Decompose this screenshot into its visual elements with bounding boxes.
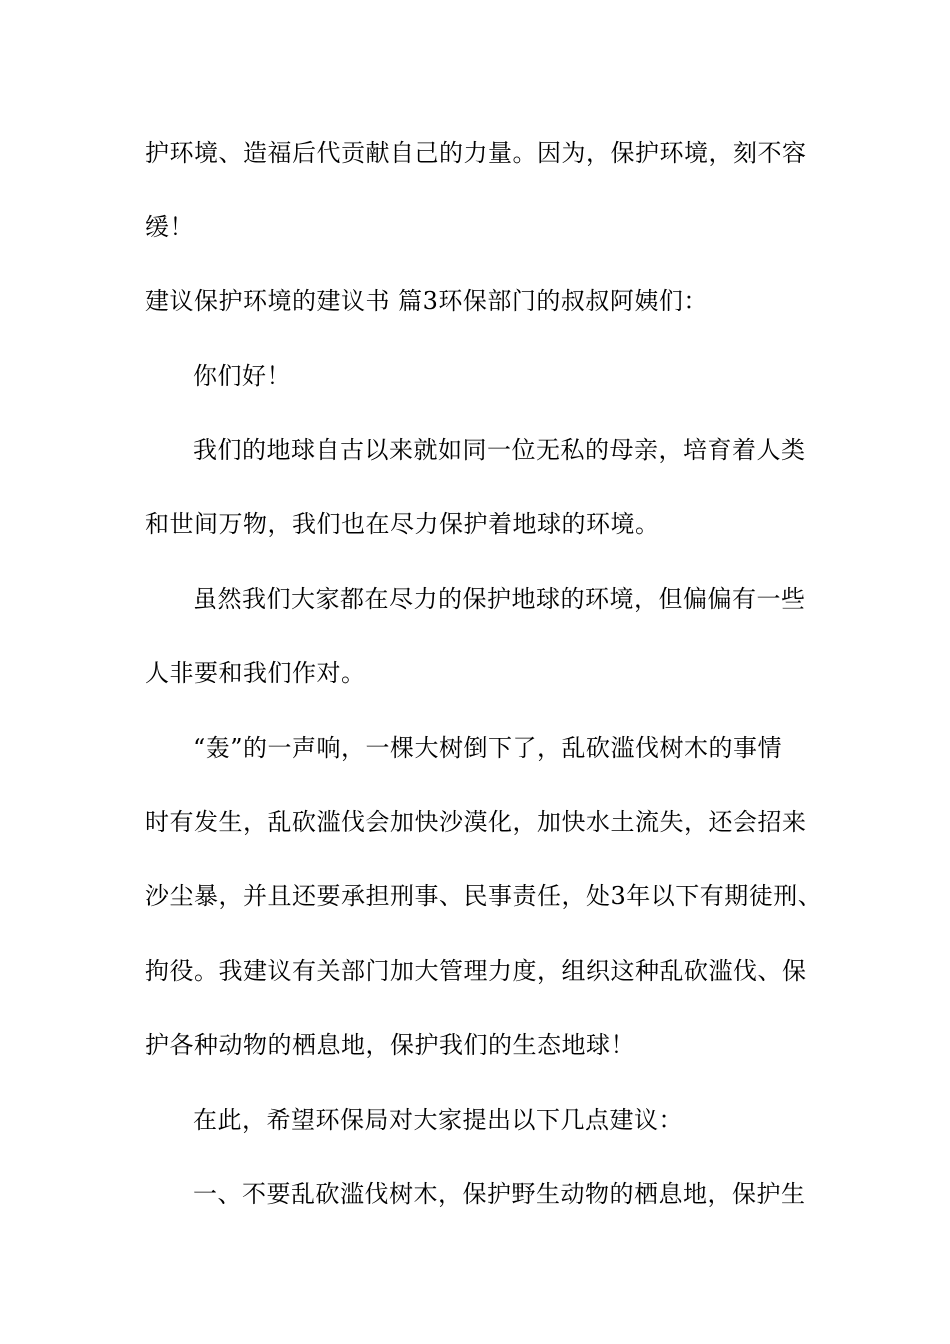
text-line-10: 时有发生，乱砍滥伐会加快沙漠化，加快水土流失，还会招来 bbox=[145, 808, 807, 836]
text-line-9: “轰”的一声响，一棵大树倒下了，乱砍滥伐树木的事情 bbox=[193, 734, 783, 762]
text-line-5: 我们的地球自古以来就如同一位无私的母亲，培育着人类 bbox=[193, 436, 806, 464]
greeting: 你们好！ bbox=[193, 362, 291, 390]
text-line-6: 和世间万物，我们也在尽力保护着地球的环境。 bbox=[145, 510, 660, 538]
text-line-8: 人非要和我们作对。 bbox=[145, 659, 366, 687]
text-line-15: 一、不要乱砍滥伐树木，保护野生动物的栖息地，保护生 bbox=[193, 1180, 806, 1208]
text-line-14: 在此，希望环保局对大家提出以下几点建议： bbox=[193, 1106, 683, 1134]
text-line-11: 沙尘暴，并且还要承担刑事、民事责任，处3年以下有期徒刑、 bbox=[145, 882, 823, 910]
text-line-1: 护环境、造福后代贡献自己的力量。因为，保护环境，刻不容 bbox=[145, 139, 807, 167]
text-line-7: 虽然我们大家都在尽力的保护地球的环境，但偏偏有一些 bbox=[193, 585, 806, 613]
text-line-13: 护各种动物的栖息地，保护我们的生态地球！ bbox=[145, 1031, 635, 1059]
section-heading: 建议保护环境的建议书 篇3环保部门的叔叔阿姨们： bbox=[145, 287, 708, 315]
text-line-2: 缓！ bbox=[145, 213, 194, 241]
text-line-12: 拘役。我建议有关部门加大管理力度，组织这种乱砍滥伐、保 bbox=[145, 957, 807, 985]
